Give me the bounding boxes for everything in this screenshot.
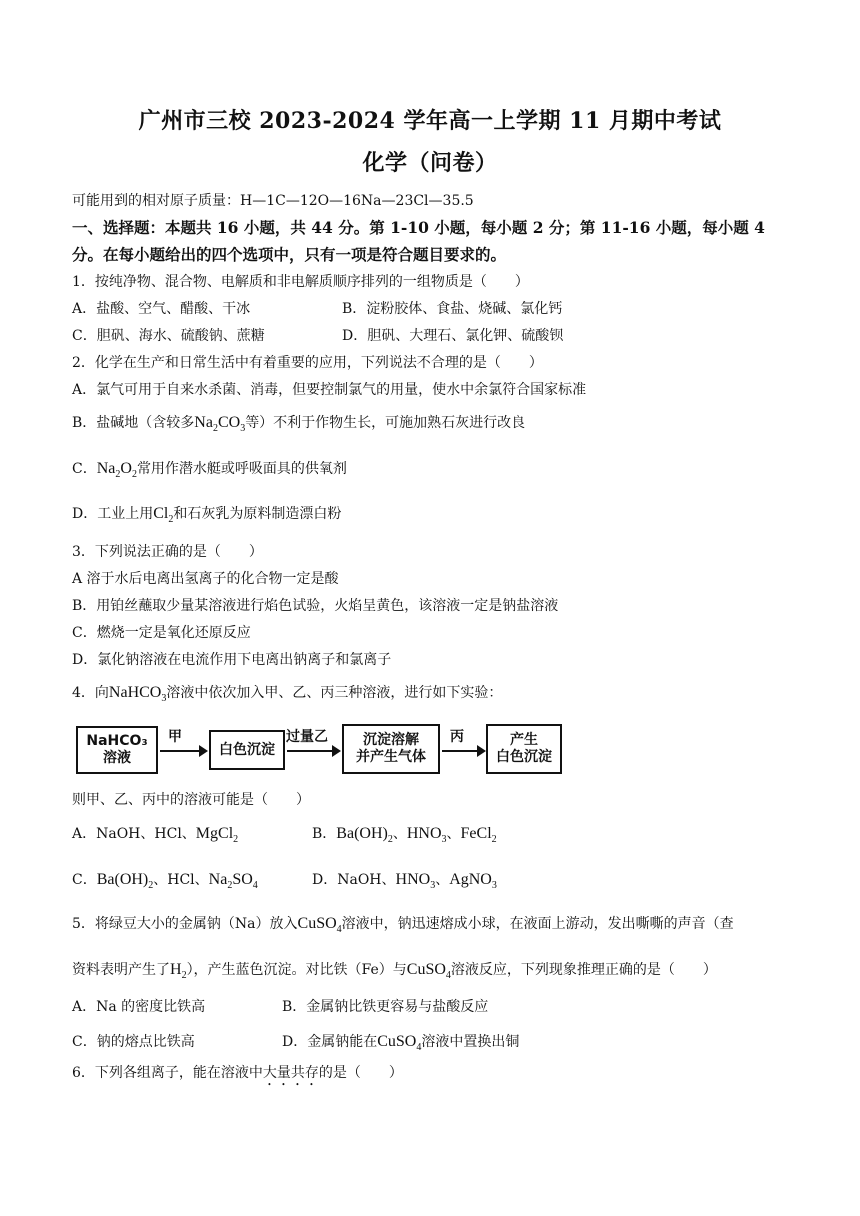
flow-box-dissolve-gas: 沉淀溶解 并产生气体 [342, 724, 440, 774]
q2-option-b-text: B．盐碱地（含较多 [72, 415, 195, 431]
emphasis-dotted-text: 大量共存 [262, 1065, 319, 1081]
q1-option-a: A．盐酸、空气、醋酸、干冰 [72, 301, 251, 317]
q4-stem: 4．向NaHCO$_3$溶液中依次加入甲、乙、丙三种溶液，进行如下实验： [72, 684, 503, 704]
exam-subtitle: 化学（问卷） [362, 150, 498, 176]
flow-label-jia: 甲 [168, 729, 182, 745]
q4-option-d: D．NaOH、$HNO_3$、AgNO$_3$ [312, 871, 497, 891]
flow-box-nahco3: NaHCO₃ 溶液 [76, 726, 158, 774]
q3-stem: 3．下列说法正确的是（ ） [72, 544, 263, 560]
experiment-flowchart [72, 720, 572, 780]
section-heading-line2: 分。在每小题给出的四个选项中，只有一项是符合题目要求的。 [72, 245, 507, 264]
q4-option-b: B．$Ba(OH)_2$、$HNO_3$、FeCl$_2$ [312, 825, 497, 845]
q5-stem-line1: 5．将绿豆大小的金属钠（Na）放入CuSO$_4$溶液中，钠迅速熔成小球，在液面上游动，发出嘶嘶的声音（查 [72, 915, 734, 935]
q5-option-c: C．钠的熔点比铁高 [72, 1034, 195, 1050]
flow-arrow-2 [287, 750, 339, 752]
q3-option-a: A 溶于水后电离出氢离子的化合物一定是酸 [72, 571, 339, 587]
flow-label-excess-yi: 过量乙 [286, 729, 328, 745]
q1-option-b: B．淀粉胶体、食盐、烧碱、氯化钙 [342, 301, 563, 317]
q2-stem: 2．化学在生产和日常生活中有着重要的应用，下列说法不合理的是（ ） [72, 355, 543, 371]
formula-nahco3: NaHCO$_3$ [108, 684, 167, 704]
q4-option-c: C．$Ba(OH)_2$、HCl、$Na_2SO_4$ [72, 871, 258, 891]
q4-ask: 则甲、乙、丙中的溶液可能是（ ） [72, 792, 310, 808]
flow-box-white-precipitate: 白色沉淀 [209, 730, 285, 770]
formula-cl2: $Cl_2$ [153, 505, 174, 525]
q3-option-c: C．燃烧一定是氧化还原反应 [72, 625, 251, 641]
q1-option-d: D．胆矾、大理石、氯化钾、硫酸钡 [342, 328, 564, 344]
q3-option-b: B．用铂丝蘸取少量某溶液进行焰色试验，火焰呈黄色，该溶液一定是钠盐溶液 [72, 598, 559, 614]
q5-option-d: D．金属钠能在CuSO$_4$溶液中置换出铜 [282, 1033, 520, 1053]
flow-box-produce-precipitate: 产生 白色沉淀 [486, 724, 562, 774]
q2-option-a: A．氯气可用于自来水杀菌、消毒，但要控制氯气的用量，使水中余氯符合国家标准 [72, 382, 587, 398]
q5-stem-line2: 资料表明产生了$H_2$），产生蓝色沉淀。对比铁（Fe）与CuSO$_4$溶液反应，下列现象推理正确的是（ ） [72, 961, 717, 981]
q2-option-b-text-end: 等）不利于作物生长，可施加熟石灰进行改良 [245, 415, 526, 431]
q5-option-b: B．金属钠比铁更容易与盐酸反应 [282, 999, 489, 1015]
q1-stem: 1．按纯净物、混合物、电解质和非电解质顺序排列的一组物质是（ ） [72, 274, 529, 290]
q4-option-a: A．NaOH、HCl、MgCl$_2$ [72, 825, 239, 845]
q2-option-b [72, 412, 525, 432]
q6-stem: 6．下列各组离子，能在溶液中大量共存的是（ ） [72, 1065, 403, 1081]
flow-arrow-3 [442, 750, 484, 752]
q2-option-d: D．工业上用$Cl_2$和石灰乳为原料制造漂白粉 [72, 505, 342, 525]
formula-na2o2: $Na_2O_2$ [96, 460, 137, 480]
exam-title: 广州市三校 2023-2024 学年高一上学期 11 月期中考试 [138, 108, 722, 134]
q5-option-a: A．Na 的密度比铁高 [72, 999, 206, 1015]
atomic-mass-note: 可能用到的相对原子质量：H—1C—12O—16Na—23Cl—35.5 [72, 193, 474, 209]
flow-label-bing: 丙 [450, 729, 464, 745]
q3-option-d: D．氯化钠溶液在电流作用下电离出钠离子和氯离子 [72, 652, 392, 668]
q2-option-c: C．$Na_2O_2$常用作潜水艇或呼吸面具的供氧剂 [72, 460, 347, 480]
q1-option-c: C．胆矾、海水、硫酸钠、蔗糖 [72, 328, 265, 344]
formula-na2co3: $Na_2CO_3$ [194, 414, 246, 434]
section-heading-line1: 一、选择题：本题共 16 小题，共 44 分。第 1-10 小题，每小题 2 分；第 11-16 小题，每小题 4 [72, 218, 765, 237]
flow-arrow-1 [160, 750, 206, 752]
